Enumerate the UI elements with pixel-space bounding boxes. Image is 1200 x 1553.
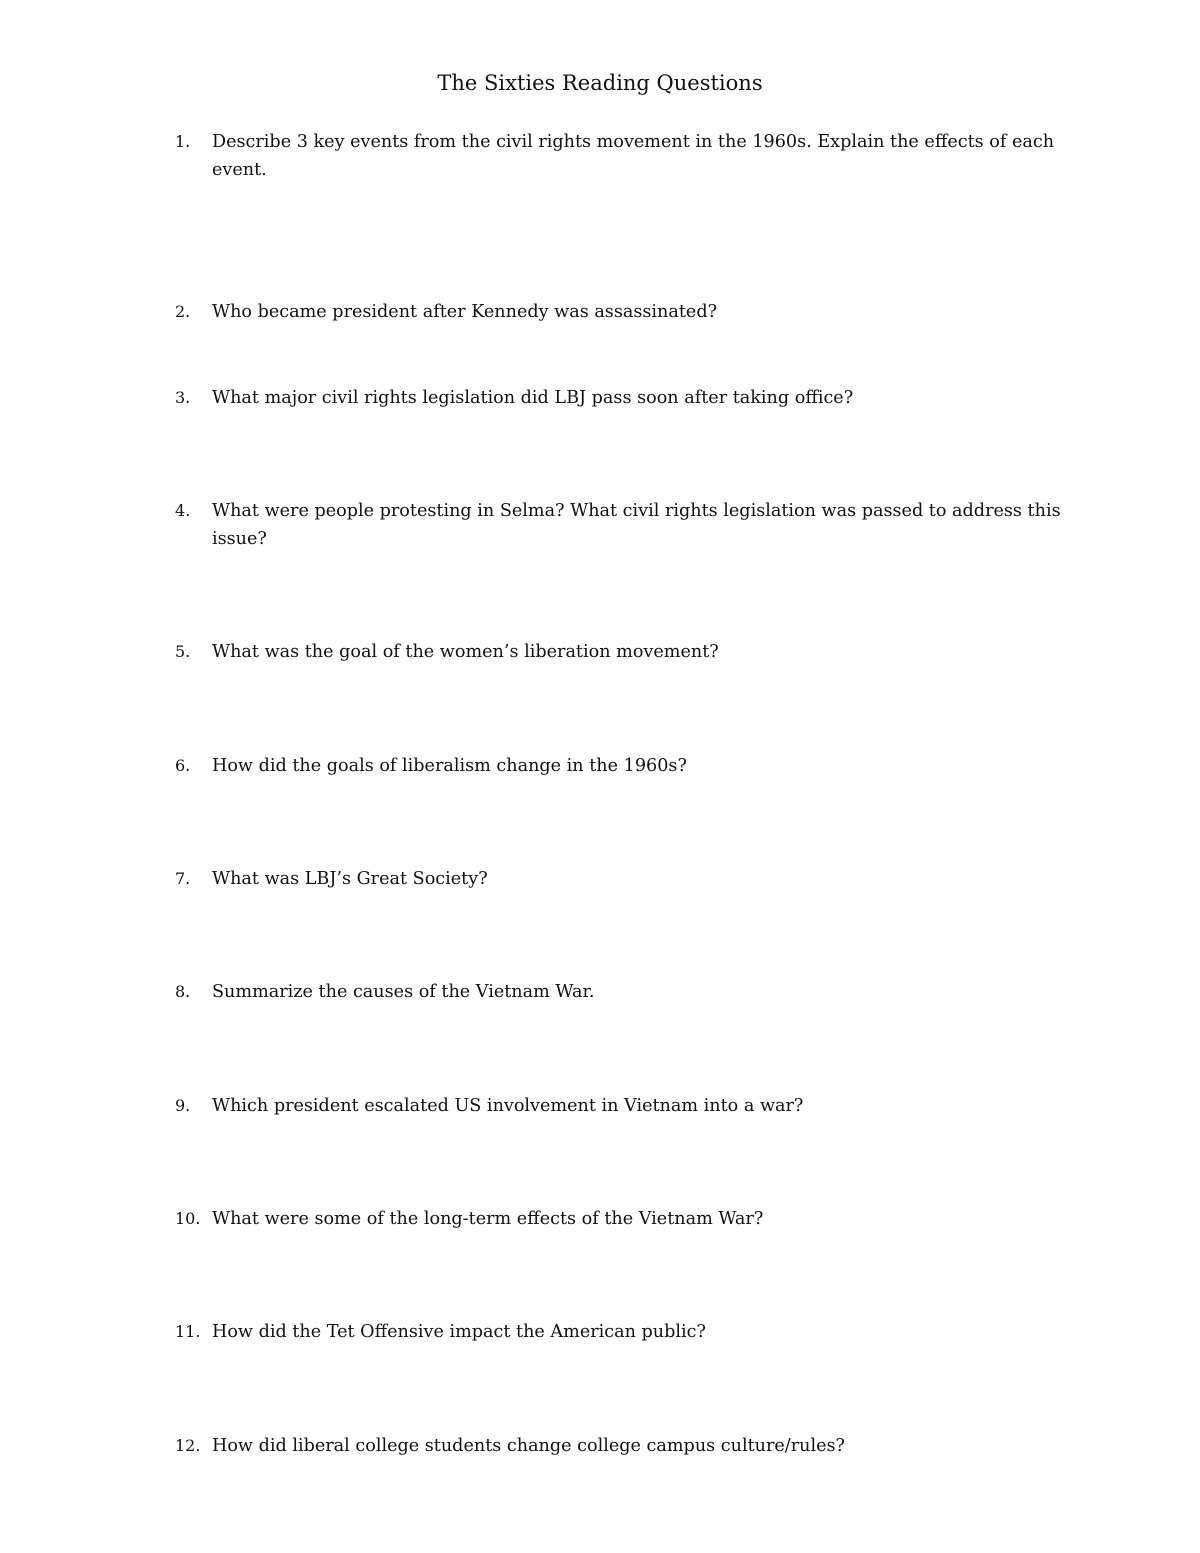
- question-number: 11.: [175, 1322, 201, 1341]
- question-item: [175, 1205, 1075, 1233]
- question-number: 3.: [175, 388, 191, 407]
- question-text: How did the goals of liberalism change in the 1960s?: [212, 756, 687, 776]
- question-number: 2.: [175, 302, 191, 321]
- question-text: Who became president after Kennedy was assassinated?: [212, 302, 718, 322]
- question-number: 5.: [175, 642, 191, 661]
- question-item: [175, 978, 1075, 1006]
- question-text: What was the goal of the women’s liberation movement?: [212, 642, 719, 662]
- question-number: 12.: [175, 1436, 201, 1455]
- question-item: [175, 1432, 1075, 1460]
- question-item: [175, 752, 1075, 780]
- question-text: Describe 3 key events from the civil rights movement in the 1960s. Explain the effects of each event.: [212, 132, 1055, 180]
- question-number: 8.: [175, 982, 191, 1001]
- question-item: [175, 128, 1075, 184]
- question-text: How did the Tet Offensive impact the American public?: [212, 1322, 706, 1342]
- question-item: [175, 1092, 1075, 1120]
- question-item: [175, 1318, 1075, 1346]
- question-text: What were some of the long-term effects of the Vietnam War?: [212, 1209, 764, 1229]
- question-item: [175, 865, 1075, 893]
- question-number: 10.: [175, 1209, 201, 1228]
- question-number: 6.: [175, 756, 191, 775]
- question-number: 7.: [175, 869, 191, 888]
- question-text: What were people protesting in Selma? What civil rights legislation was passed to address this issue?: [212, 501, 1061, 549]
- page-title: The Sixties Reading Questions: [437, 71, 763, 95]
- question-text: What major civil rights legislation did LBJ pass soon after taking office?: [212, 388, 854, 408]
- question-number: 4.: [175, 501, 191, 520]
- question-number: 9.: [175, 1096, 191, 1115]
- question-item: [175, 298, 1075, 326]
- question-text: Summarize the causes of the Vietnam War.: [212, 982, 595, 1002]
- question-text: What was LBJ’s Great Society?: [212, 869, 488, 889]
- question-item: [175, 384, 1075, 412]
- question-number: 1.: [175, 132, 191, 151]
- question-text: How did liberal college students change college campus culture/rules?: [212, 1436, 845, 1456]
- question-text: Which president escalated US involvement in Vietnam into a war?: [212, 1096, 804, 1116]
- question-item: [175, 497, 1075, 553]
- question-item: [175, 638, 1075, 666]
